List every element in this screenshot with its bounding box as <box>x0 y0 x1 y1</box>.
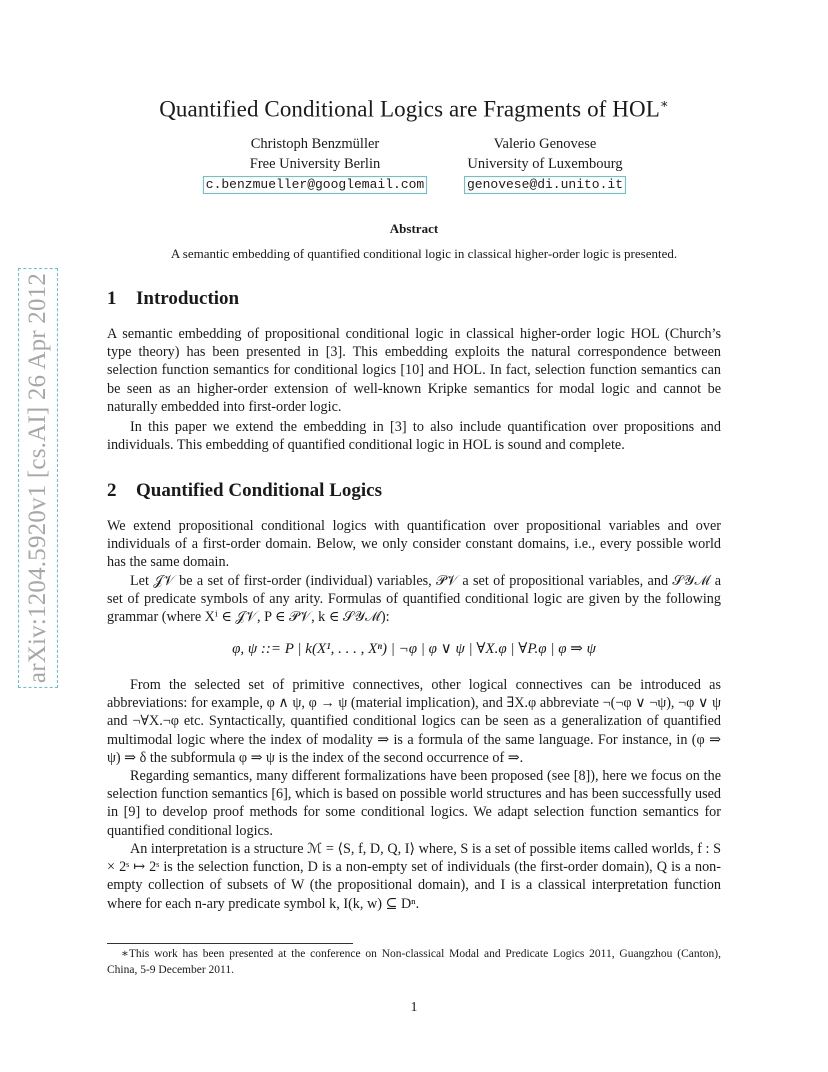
grammar-formula: φ, ψ ::= P | k(X¹, . . . , Xⁿ) | ¬φ | φ ∨ ψ | ∀X.φ | ∀P.φ | φ ⇒ ψ <box>232 641 596 657</box>
section-number: 1 <box>107 288 117 309</box>
author-email-link[interactable]: c.benzmueller@googlemail.com <box>203 176 427 194</box>
abstract-heading: Abstract <box>389 221 439 236</box>
paper-title <box>0 96 828 123</box>
qcl-paragraph-5: An interpretation is a structure ℳ = ⟨S, f, D, Q, I⟩ where, S is a set of possible items called worlds, f : S × 2ˢ ↦ 2ˢ is the selection function, D is a non-empty set of individuals (the first-order domain), Q is a non-empty collection of subsets of W (the propositional domain), and I is a classical interpretation function where for each n-ary predicate symbol k, I(k, w) ⊆ Dⁿ. <box>107 841 721 912</box>
footnote-rule <box>107 943 353 944</box>
section-heading-qcl <box>107 480 382 502</box>
title-footnote-mark: ∗ <box>659 96 669 111</box>
qcl-paragraph-1: We extend propositional conditional logics with quantification over propositional variables and over individuals of a first-order domain. Below, we only consider constant domains, i.e., every possible world has the same domain. <box>107 518 721 571</box>
author-block-1 <box>190 134 440 194</box>
author-block-2 <box>440 134 650 194</box>
arxiv-stamp <box>18 268 58 688</box>
page-number: 1 <box>410 1000 418 1015</box>
footnote: ∗This work has been presented at the conference on Non-classical Modal and Predicate Logics 2011, Guangzhou (Canton), China, 5-9 December 2011. <box>107 948 721 976</box>
qcl-paragraph-3: From the selected set of primitive connectives, other logical connectives can be introduced as abbreviations: for example, φ ∧ ψ, φ → ψ (material implication), and ∃X.φ abbreviate ¬(¬φ ∨ ¬ψ), ¬φ ∨ ψ and ¬∀X.¬φ etc. Syntactically, quantified conditional logics can be seen as a generalization of quantified multimodal logic where the index of modality ⇒ is a formula of the same language. For instance, in (φ ⇒ ψ) ⇒ δ the subformula φ ⇒ ψ is the index of the second occurrence of ⇒. <box>107 677 721 766</box>
author-name: Christoph Benzmüller <box>250 136 380 152</box>
abstract-text: A semantic embedding of quantified conditional logic in classical higher-order logic is presented. <box>170 246 678 261</box>
author-affiliation: Free University Berlin <box>249 156 381 172</box>
intro-paragraph-2: In this paper we extend the embedding in [3] to also include quantification over propositions and individuals. This embedding of quantified conditional logic in HOL is sound and complete. <box>107 419 721 454</box>
title-text: Quantified Conditional Logics are Fragments of HOL <box>159 96 660 122</box>
section-heading-introduction <box>107 288 239 310</box>
author-affiliation: University of Luxembourg <box>467 156 623 172</box>
section-number: 2 <box>107 480 117 501</box>
qcl-paragraph-2: Let 𝒥𝒱 be a set of first-order (individual) variables, 𝒫𝒱 a set of propositional variables, and 𝒮𝒴ℳ a set of predicate symbols of any arity. Formulas of quantified conditional logic are given by the following grammar (where Xⁱ ∈ 𝒥𝒱, P ∈ 𝒫𝒱, k ∈ 𝒮𝒴ℳ): <box>107 573 721 626</box>
author-email-link[interactable]: genovese@di.unito.it <box>464 176 626 194</box>
intro-paragraph-1: A semantic embedding of propositional conditional logic in classical higher-order logic HOL (Church’s type theory) has been presented in [3]. This embedding exploits the natural correspondence between selection function semantics for conditional logics [10] and HOL. In fact, selection function semantics can be seen as an higher-order extension of well-known Kripke semantics for modal logic and cannot be naturally embedded into first-order logic. <box>107 326 721 415</box>
section-title: Introduction <box>136 288 240 309</box>
section-title: Quantified Conditional Logics <box>136 480 382 501</box>
author-name: Valerio Genovese <box>493 136 597 152</box>
qcl-paragraph-4: Regarding semantics, many different formalizations have been proposed (see [8]), here we focus on the selection function semantics [6], which is based on possible world structures and has been successfully used in [9] to develop proof methods for some conditional logics. We adapt selection function semantics for quantified conditional logics. <box>107 768 721 839</box>
arxiv-identifier-link[interactable]: arXiv:1204.5920v1 [cs.AI] 26 Apr 2012 <box>18 268 58 688</box>
